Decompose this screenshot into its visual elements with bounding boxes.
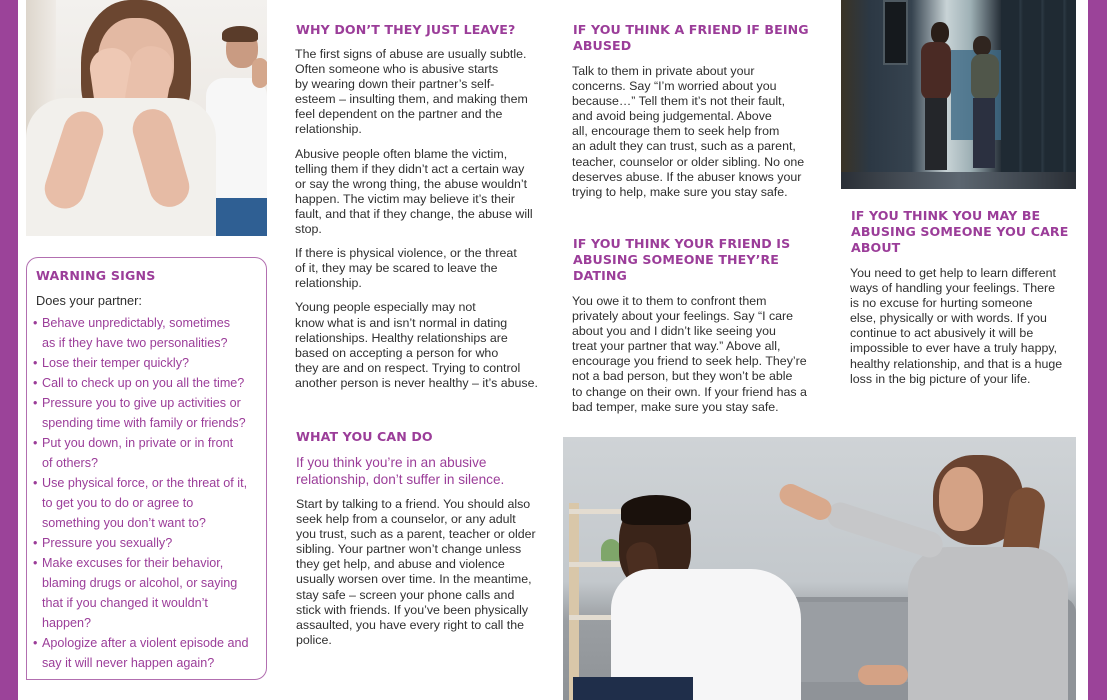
text-line: teacher, counselor or older sibling. No one (572, 154, 805, 169)
woman-covering-face-photo (26, 0, 267, 236)
text-line: by wearing down their partner’s self- (295, 77, 495, 92)
text-line: ways of handling your feelings. There (850, 281, 1056, 296)
text-line: police. (296, 632, 332, 647)
warning-sign-line: Lose their temper quickly? (42, 356, 189, 370)
heading-line: ABUSED (573, 38, 632, 53)
right-accent-strip (1088, 0, 1107, 700)
warning-sign-line: happen? (42, 616, 92, 630)
warning-sign-item (33, 533, 265, 553)
bullet-icon: • (33, 356, 38, 370)
text-line: encourage you friend to seek help. They’re (572, 354, 807, 369)
friend-abusing-heading (573, 236, 833, 284)
what-you-can-do-heading: WHAT YOU CAN DO (296, 429, 433, 444)
text-line: they get help, and abuse and violence (296, 557, 505, 572)
warning-signs-intro: Does your partner: (36, 293, 142, 308)
warning-sign-line: Put you down, in private or in front (42, 436, 234, 450)
text-line: Often someone who is abusive starts (295, 62, 499, 77)
why-leave-heading: WHY DON’T THEY JUST LEAVE? (296, 22, 516, 37)
you-abusing-body (850, 266, 1086, 387)
text-line: another person is never healthy – it’s abuse. (295, 375, 538, 390)
bullet-icon: • (33, 436, 38, 450)
text-line: based on accepting a person for who (295, 345, 499, 360)
bullet-icon: • (33, 536, 38, 550)
text-line: stop. (295, 222, 322, 237)
warning-sign-item (33, 553, 265, 633)
text-line: impossible to ever have a truly happy, (850, 341, 1058, 356)
text-line: seek help from a counselor, or any adult (296, 512, 516, 527)
text-line: Abusive people often blame the victim, (295, 146, 508, 161)
warning-sign-line: Behave unpredictably, sometimes (42, 316, 231, 330)
bullet-icon: • (33, 376, 38, 390)
warning-sign-line: of others? (42, 456, 99, 470)
heading-line: IF YOU THINK YOU MAY BE (851, 208, 1041, 223)
warning-signs-list (33, 313, 265, 673)
why-leave-paragraph (295, 246, 557, 291)
text-line: relationship. (295, 122, 362, 137)
warning-sign-line: Apologize after a violent episode and (42, 636, 249, 650)
bullet-icon: • (33, 316, 38, 330)
warning-sign-line: as if they have two personalities? (42, 336, 228, 350)
text-line: they are and on respect. Trying to control (295, 360, 521, 375)
text-line: and avoid being judgemental. Above (572, 109, 772, 124)
text-line: stick with friends. If you’ve been physically (296, 602, 529, 617)
text-line: of it, they may be scared to leave the (295, 261, 498, 276)
warning-sign-line: Make excuses for their behavior, (42, 556, 224, 570)
text-line: bad temper, make sure you stay safe. (572, 399, 779, 414)
friend-abused-body (572, 64, 834, 200)
text-line: The first signs of abuse are usually subtle. (295, 47, 527, 61)
why-leave-paragraph (295, 47, 557, 138)
warning-sign-item (33, 433, 265, 473)
subhead-line: relationship, don’t suffer in silence. (296, 471, 505, 487)
couple-arguing-hallway-photo (841, 0, 1076, 189)
bullet-icon: • (33, 556, 38, 570)
subhead-line: If you think you’re in an abusive (296, 455, 487, 470)
warning-sign-line: Pressure you to give up activities or (42, 396, 241, 410)
text-line: treat your partner that way.” Above all, (572, 339, 781, 354)
warning-sign-item (33, 393, 265, 433)
bullet-icon: • (33, 396, 38, 410)
text-line: not a bad person, but they won’t be able (572, 369, 793, 384)
text-line: Start by talking to a friend. You should also (296, 497, 531, 511)
text-line: You owe it to them to confront them (572, 294, 767, 308)
warning-sign-line: that if you changed it wouldn’t (42, 596, 208, 610)
text-line: continue to act abusively it will be (850, 326, 1034, 341)
why-leave-body (295, 47, 557, 400)
text-line: assaulted, you have every right to call the (296, 617, 524, 632)
what-you-can-do-body (296, 497, 558, 648)
text-line: privately about your feelings. Say “I care (572, 309, 794, 324)
warning-signs-box (26, 257, 267, 680)
text-line: usually worsen over time. In the meantime, (296, 572, 532, 587)
woman-yelling-man-couch-photo (563, 437, 1076, 700)
warning-sign-line: Use physical force, or the threat of it, (42, 476, 248, 490)
bullet-icon: • (33, 476, 38, 490)
friend-abusing-body (572, 294, 834, 415)
warning-sign-line: something you don’t want to? (42, 516, 206, 530)
heading-line: ABUSING SOMEONE THEY’RE (573, 252, 779, 267)
warning-sign-line: blaming drugs or alcohol, or saying (42, 576, 238, 590)
warning-sign-line: Call to check up on you all the time? (42, 376, 245, 390)
text-line: or say the wrong thing, the abuse wouldn’t (295, 176, 528, 191)
text-line: because…” Tell them it’s not their fault, (572, 94, 786, 109)
you-abusing-heading (851, 208, 1086, 256)
heading-line: ABUSING SOMEONE YOU CARE (851, 224, 1069, 239)
text-line: happen. The victim may believe it’s their (295, 191, 515, 206)
what-you-can-do-subhead (296, 455, 556, 488)
text-line: else, physically or with words. If you (850, 311, 1047, 326)
warning-sign-line: spending time with family or friends? (42, 416, 246, 430)
bullet-icon: • (33, 636, 38, 650)
why-leave-paragraph (295, 300, 557, 391)
why-leave-paragraph (295, 147, 557, 238)
left-accent-strip (0, 0, 18, 700)
warning-sign-item (33, 473, 265, 533)
text-line: esteem – insulting them, and making them (295, 92, 528, 107)
text-line: is no excuse for hurting someone (850, 296, 1033, 311)
text-line: stay safe – screen your phone calls and (296, 587, 515, 602)
text-line: fault, and that if they change, the abuse will (295, 206, 533, 221)
warning-sign-line: Pressure you sexually? (42, 536, 173, 550)
text-line: sibling. Your partner won’t change unless (296, 542, 522, 557)
warning-signs-title: WARNING SIGNS (36, 268, 156, 283)
warning-sign-item (33, 353, 265, 373)
friend-abused-heading (573, 22, 833, 54)
warning-sign-item (33, 373, 265, 393)
text-line: know what is and isn’t normal in dating (295, 315, 508, 330)
warning-sign-item (33, 313, 265, 353)
text-line: feel dependent on the partner and the (295, 107, 503, 122)
text-line: all, encourage them to seek help from (572, 124, 780, 139)
warning-sign-line: to get you to do or agree to (42, 496, 194, 510)
text-line: loss in the big picture of your life. (850, 371, 1031, 386)
heading-line: ABOUT (851, 240, 901, 255)
text-line: to change on their own. If your friend has a (572, 384, 807, 399)
heading-line: IF YOU THINK A FRIEND IF BEING (573, 22, 809, 37)
text-line: healthy relationship, and that is a huge (850, 356, 1063, 371)
text-line: If there is physical violence, or the threat (295, 246, 517, 261)
text-line: relationship. (295, 276, 362, 291)
heading-line: DATING (573, 268, 627, 283)
text-line: You need to get help to learn different (850, 266, 1056, 280)
text-line: Young people especially may not (295, 300, 476, 315)
text-line: about you and I didn’t like seeing you (572, 324, 776, 339)
heading-line: IF YOU THINK YOUR FRIEND IS (573, 236, 791, 251)
text-line: Talk to them in private about your (572, 64, 755, 78)
text-line: telling them if they didn’t act a certain way (295, 161, 525, 176)
text-line: an adult they can trust, such as a parent, (572, 139, 796, 154)
text-line: concerns. Say “I’m worried about you (572, 79, 777, 94)
warning-sign-line: say it will never happen again? (42, 656, 215, 670)
text-line: deserves abuse. If the abuser knows your (572, 169, 802, 184)
warning-sign-item (33, 633, 265, 673)
text-line: trying to help, make sure you stay safe. (572, 184, 788, 199)
text-line: relationships. Healthy relationships are (295, 330, 508, 345)
text-line: you trust, such as a parent, teacher or older (296, 527, 536, 542)
